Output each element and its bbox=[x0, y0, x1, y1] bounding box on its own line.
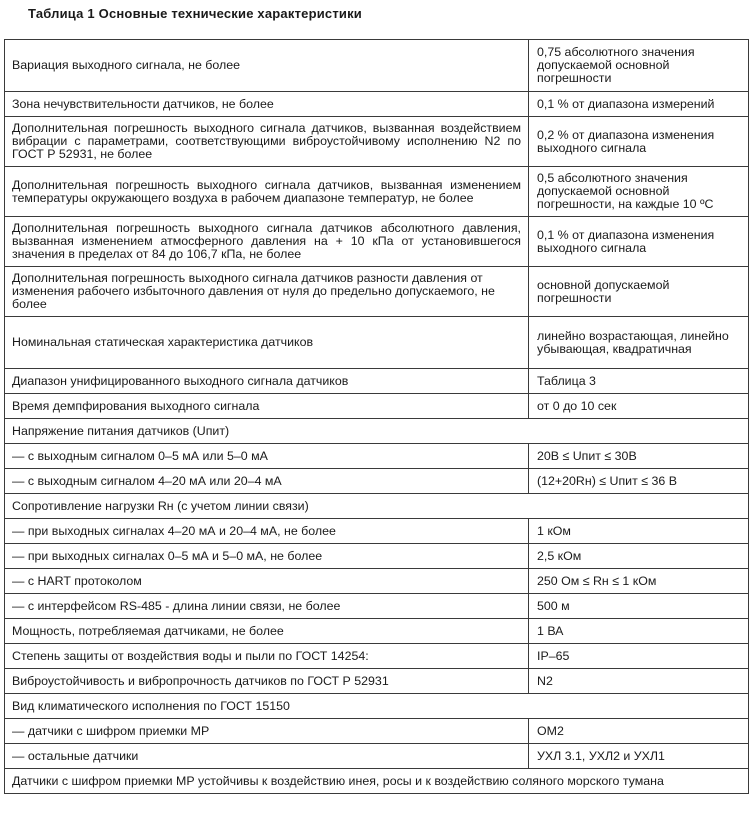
value-cell: 0,5 абсолютного значения допускаемой основной погрешности, на каждые 10 ºС bbox=[529, 167, 749, 217]
param-cell: — с выходным сигналом 4–20 мА или 20–4 мА bbox=[5, 469, 529, 494]
param-cell: Дополнительная погрешность выходного сигнала датчиков абсолютного давления, вызванная изменением атмосферного давления на + 10 кПа от установившегося значения в пределах от 84 до 106,7 кПа, не более bbox=[5, 217, 529, 267]
param-cell: Время демпфирования выходного сигнала bbox=[5, 394, 529, 419]
param-cell: Виброустойчивость и вибропрочность датчиков по ГОСТ Р 52931 bbox=[5, 669, 529, 694]
table-row bbox=[5, 469, 749, 494]
value-cell: 20В ≤ Uпит ≤ 30В bbox=[529, 444, 749, 469]
specs-table bbox=[4, 39, 749, 794]
table-row bbox=[5, 167, 749, 217]
section-heading-cell: Напряжение питания датчиков (Uпит) bbox=[5, 419, 749, 444]
value-cell: 0,1 % от диапазона измерений bbox=[529, 92, 749, 117]
table-row bbox=[5, 744, 749, 769]
table-row bbox=[5, 92, 749, 117]
value-cell: линейно возрастающая, линейно убывающая, квадратичная bbox=[529, 317, 749, 369]
param-cell: — при выходных сигналах 0–5 мА и 5–0 мА, не более bbox=[5, 544, 529, 569]
value-cell: УХЛ 3.1, УХЛ2 и УХЛ1 bbox=[529, 744, 749, 769]
table-row bbox=[5, 694, 749, 719]
value-cell: основной допускаемой погрешности bbox=[529, 267, 749, 317]
value-cell: Таблица 3 bbox=[529, 369, 749, 394]
value-cell: IP–65 bbox=[529, 644, 749, 669]
table-row bbox=[5, 594, 749, 619]
value-cell: 500 м bbox=[529, 594, 749, 619]
param-cell: Диапазон унифицированного выходного сигнала датчиков bbox=[5, 369, 529, 394]
table-row bbox=[5, 569, 749, 594]
table-row bbox=[5, 267, 749, 317]
param-cell: Дополнительная погрешность выходного сигнала датчиков, вызванная изменением температуры окружающего воздуха в рабочем диапазоне температур, не более bbox=[5, 167, 529, 217]
value-cell: N2 bbox=[529, 669, 749, 694]
table-row bbox=[5, 317, 749, 369]
table-row bbox=[5, 669, 749, 694]
table-row bbox=[5, 644, 749, 669]
table-row bbox=[5, 40, 749, 92]
footer-note-cell: Датчики с шифром приемки МР устойчивы к воздействию инея, росы и к воздействию соляного морского тумана bbox=[5, 769, 749, 794]
table-row bbox=[5, 419, 749, 444]
table-row bbox=[5, 394, 749, 419]
table-row bbox=[5, 769, 749, 794]
table-row bbox=[5, 519, 749, 544]
value-cell: 0,2 % от диапазона изменения выходного сигнала bbox=[529, 117, 749, 167]
param-cell: Степень защиты от воздействия воды и пыли по ГОСТ 14254: bbox=[5, 644, 529, 669]
param-cell: — при выходных сигналах 4–20 мА и 20–4 мА, не более bbox=[5, 519, 529, 544]
table-row bbox=[5, 719, 749, 744]
param-cell: Дополнительная погрешность выходного сигнала датчиков разности давления от изменения рабочего избыточного давления от нуля до предельно допускаемого, не более bbox=[5, 267, 529, 317]
param-cell: Дополнительная погрешность выходного сигнала датчиков, вызванная воздействием вибрации с параметрами, соответствующими виброустойчивому исполнению N2 по ГОСТ Р 52931, не более bbox=[5, 117, 529, 167]
value-cell: 2,5 кОм bbox=[529, 544, 749, 569]
param-cell: Зона нечувствительности датчиков, не более bbox=[5, 92, 529, 117]
value-cell: 0,75 абсолютного значения допускаемой основной погрешности bbox=[529, 40, 749, 92]
value-cell: 250 Ом ≤ Rн ≤ 1 кОм bbox=[529, 569, 749, 594]
param-cell: Номинальная статическая характеристика датчиков bbox=[5, 317, 529, 369]
value-cell: от 0 до 10 сек bbox=[529, 394, 749, 419]
table-row bbox=[5, 494, 749, 519]
section-heading-cell: Вид климатического исполнения по ГОСТ 15150 bbox=[5, 694, 749, 719]
param-cell: — с HART протоколом bbox=[5, 569, 529, 594]
table-row bbox=[5, 217, 749, 267]
param-cell: — датчики с шифром приемки МР bbox=[5, 719, 529, 744]
param-cell: Вариация выходного сигнала, не более bbox=[5, 40, 529, 92]
param-cell: — с выходным сигналом 0–5 мА или 5–0 мА bbox=[5, 444, 529, 469]
value-cell: 0,1 % от диапазона изменения выходного сигнала bbox=[529, 217, 749, 267]
value-cell: (12+20Rн) ≤ Uпит ≤ 36 В bbox=[529, 469, 749, 494]
table-row bbox=[5, 369, 749, 394]
param-cell: — с интерфейсом RS-485 - длина линии связи, не более bbox=[5, 594, 529, 619]
table-row bbox=[5, 544, 749, 569]
value-cell: 1 кОм bbox=[529, 519, 749, 544]
table-row bbox=[5, 444, 749, 469]
value-cell: ОМ2 bbox=[529, 719, 749, 744]
section-heading-cell: Сопротивление нагрузки Rн (с учетом линии связи) bbox=[5, 494, 749, 519]
table-caption: Таблица 1 Основные технические характеристики bbox=[28, 6, 362, 21]
table-row bbox=[5, 117, 749, 167]
value-cell: 1 ВА bbox=[529, 619, 749, 644]
table-row bbox=[5, 619, 749, 644]
param-cell: — остальные датчики bbox=[5, 744, 529, 769]
param-cell: Мощность, потребляемая датчиками, не более bbox=[5, 619, 529, 644]
